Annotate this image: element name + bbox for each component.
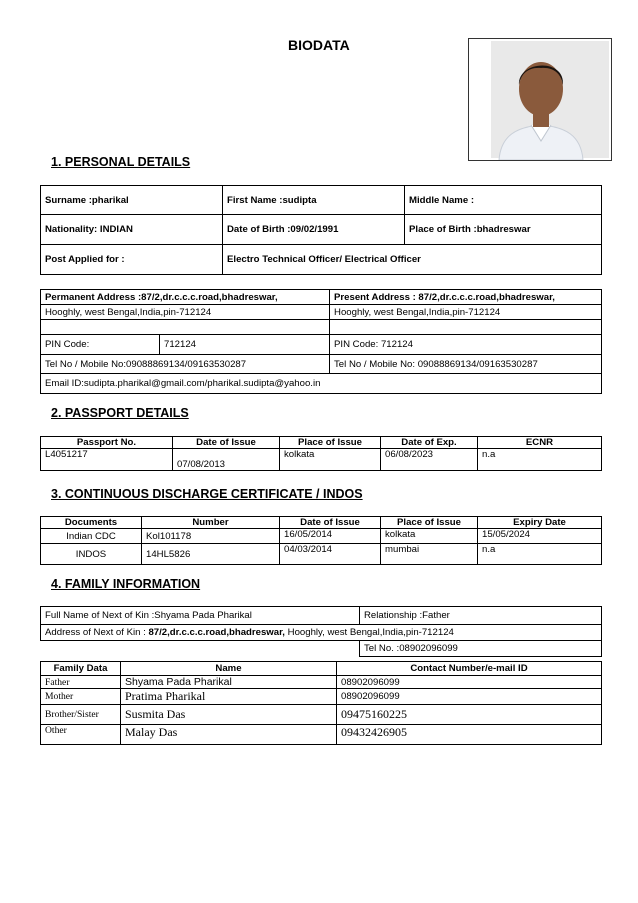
cdc-table bbox=[40, 516, 602, 565]
dob-cell: Date of Birth :09/02/1991 bbox=[223, 215, 405, 245]
family-relation: Father bbox=[41, 676, 121, 689]
pin-value: 712124 bbox=[160, 335, 330, 355]
family-header: Contact Number/e-mail ID bbox=[337, 662, 602, 676]
email-cell: Email ID:sudipta.pharikal@gmail.com/pharikal.sudipta@yahoo.in bbox=[41, 374, 602, 394]
family-header: Name bbox=[121, 662, 337, 676]
middle-name-cell: Middle Name : bbox=[405, 186, 602, 215]
kin-address-bold: 87/2,dr.c.c.c.road,bhadreswar, bbox=[148, 627, 285, 638]
passport-number: L4051217 bbox=[41, 449, 173, 471]
family-name: Susmita Das bbox=[121, 705, 337, 725]
address-table bbox=[40, 289, 602, 394]
section-cdc-indos: 3. CONTINUOUS DISCHARGE CERTIFICATE / INDOS bbox=[51, 487, 363, 501]
section-personal-details: 1. PERSONAL DETAILS bbox=[51, 155, 191, 169]
kin-blank bbox=[41, 641, 360, 657]
pob-cell: Place of Birth :bhadreswar bbox=[405, 215, 602, 245]
present-pin: PIN Code: 712124 bbox=[330, 335, 602, 355]
next-of-kin-table bbox=[40, 606, 602, 657]
cdc-number: 14HL5826 bbox=[142, 544, 280, 565]
passport-issue-place: kolkata bbox=[280, 449, 381, 471]
passport-header: Passport No. bbox=[41, 437, 173, 449]
passport-ecnr: n.a bbox=[478, 449, 602, 471]
kin-name: Full Name of Next of Kin :Shyama Pada Pharikal bbox=[41, 607, 360, 625]
family-name: Malay Das bbox=[121, 725, 337, 745]
kin-address bbox=[41, 625, 602, 641]
post-value-cell: Electro Technical Officer/ Electrical Officer bbox=[223, 245, 602, 275]
address-blank-left bbox=[41, 320, 330, 335]
nationality-cell: Nationality: INDIAN bbox=[41, 215, 223, 245]
family-contact: 08902096099 bbox=[337, 676, 602, 689]
table-row bbox=[41, 705, 602, 725]
present-address-line2: Hooghly, west Bengal,India,pin-712124 bbox=[330, 305, 602, 320]
family-header: Family Data bbox=[41, 662, 121, 676]
family-relation: Other bbox=[41, 725, 121, 745]
cdc-number: Kol101178 bbox=[142, 529, 280, 544]
family-name: Shyama Pada Pharikal bbox=[121, 676, 337, 689]
cdc-header: Expiry Date bbox=[478, 517, 602, 529]
present-address-label: Present Address : 87/2,dr.c.c.c.road,bhadreswar, bbox=[330, 290, 602, 305]
family-contact: 08902096099 bbox=[337, 689, 602, 705]
kin-address-label: Address of Next of Kin : bbox=[45, 627, 149, 638]
table-row bbox=[41, 544, 602, 565]
post-label-cell: Post Applied for : bbox=[41, 245, 223, 275]
surname-cell: Surname :pharikal bbox=[41, 186, 223, 215]
permanent-address-line2: Hooghly, west Bengal,India,pin-712124 bbox=[41, 305, 330, 320]
kin-tel: Tel No. :08902096099 bbox=[360, 641, 602, 657]
cdc-issue-date: 16/05/2014 bbox=[280, 529, 381, 544]
family-relation: Brother/Sister bbox=[41, 705, 121, 725]
tel-present: Tel No / Mobile No: 09088869134/09163530287 bbox=[330, 355, 602, 374]
permanent-address-label: Permanent Address :87/2,dr.c.c.c.road,bhadreswar, bbox=[41, 290, 330, 305]
personal-details-table bbox=[40, 185, 602, 275]
family-contact: 09432426905 bbox=[337, 725, 602, 745]
family-table bbox=[40, 661, 602, 745]
table-row bbox=[41, 676, 602, 689]
section-family-information: 4. FAMILY INFORMATION bbox=[51, 577, 201, 591]
cdc-expiry: 15/05/2024 bbox=[478, 529, 602, 544]
cdc-header: Number bbox=[142, 517, 280, 529]
passport-header: Date of Issue bbox=[173, 437, 280, 449]
table-row bbox=[41, 529, 602, 544]
kin-address-rest: Hooghly, west Bengal,India,pin-712124 bbox=[284, 627, 454, 638]
passport-header: Place of Issue bbox=[280, 437, 381, 449]
family-name: Pratima Pharikal bbox=[121, 689, 337, 705]
cdc-expiry: n.a bbox=[478, 544, 602, 565]
cdc-document: INDOS bbox=[41, 544, 142, 565]
passport-header: Date of Exp. bbox=[381, 437, 478, 449]
table-row bbox=[41, 689, 602, 705]
cdc-issue-place: kolkata bbox=[381, 529, 478, 544]
cdc-issue-place: mumbai bbox=[381, 544, 478, 565]
profile-photo bbox=[468, 38, 612, 161]
person-photo-icon bbox=[469, 39, 611, 160]
passport-exp-date: 06/08/2023 bbox=[381, 449, 478, 471]
passport-header: ECNR bbox=[478, 437, 602, 449]
section-passport-details: 2. PASSPORT DETAILS bbox=[51, 406, 189, 420]
pin-label: PIN Code: bbox=[41, 335, 160, 355]
cdc-header: Place of Issue bbox=[381, 517, 478, 529]
table-row bbox=[41, 725, 602, 745]
passport-table bbox=[40, 436, 602, 471]
cdc-document: Indian CDC bbox=[41, 529, 142, 544]
address-blank-right bbox=[330, 320, 602, 335]
passport-issue-date: 07/08/2013 bbox=[173, 449, 280, 471]
cdc-issue-date: 04/03/2014 bbox=[280, 544, 381, 565]
family-relation: Mother bbox=[41, 689, 121, 705]
first-name-cell: First Name :sudipta bbox=[223, 186, 405, 215]
kin-relationship: Relationship :Father bbox=[360, 607, 602, 625]
family-contact: 09475160225 bbox=[337, 705, 602, 725]
page-title: BIODATA bbox=[288, 37, 350, 53]
cdc-header: Date of Issue bbox=[280, 517, 381, 529]
tel-permanent: Tel No / Mobile No:09088869134/09163530287 bbox=[41, 355, 330, 374]
cdc-header: Documents bbox=[41, 517, 142, 529]
